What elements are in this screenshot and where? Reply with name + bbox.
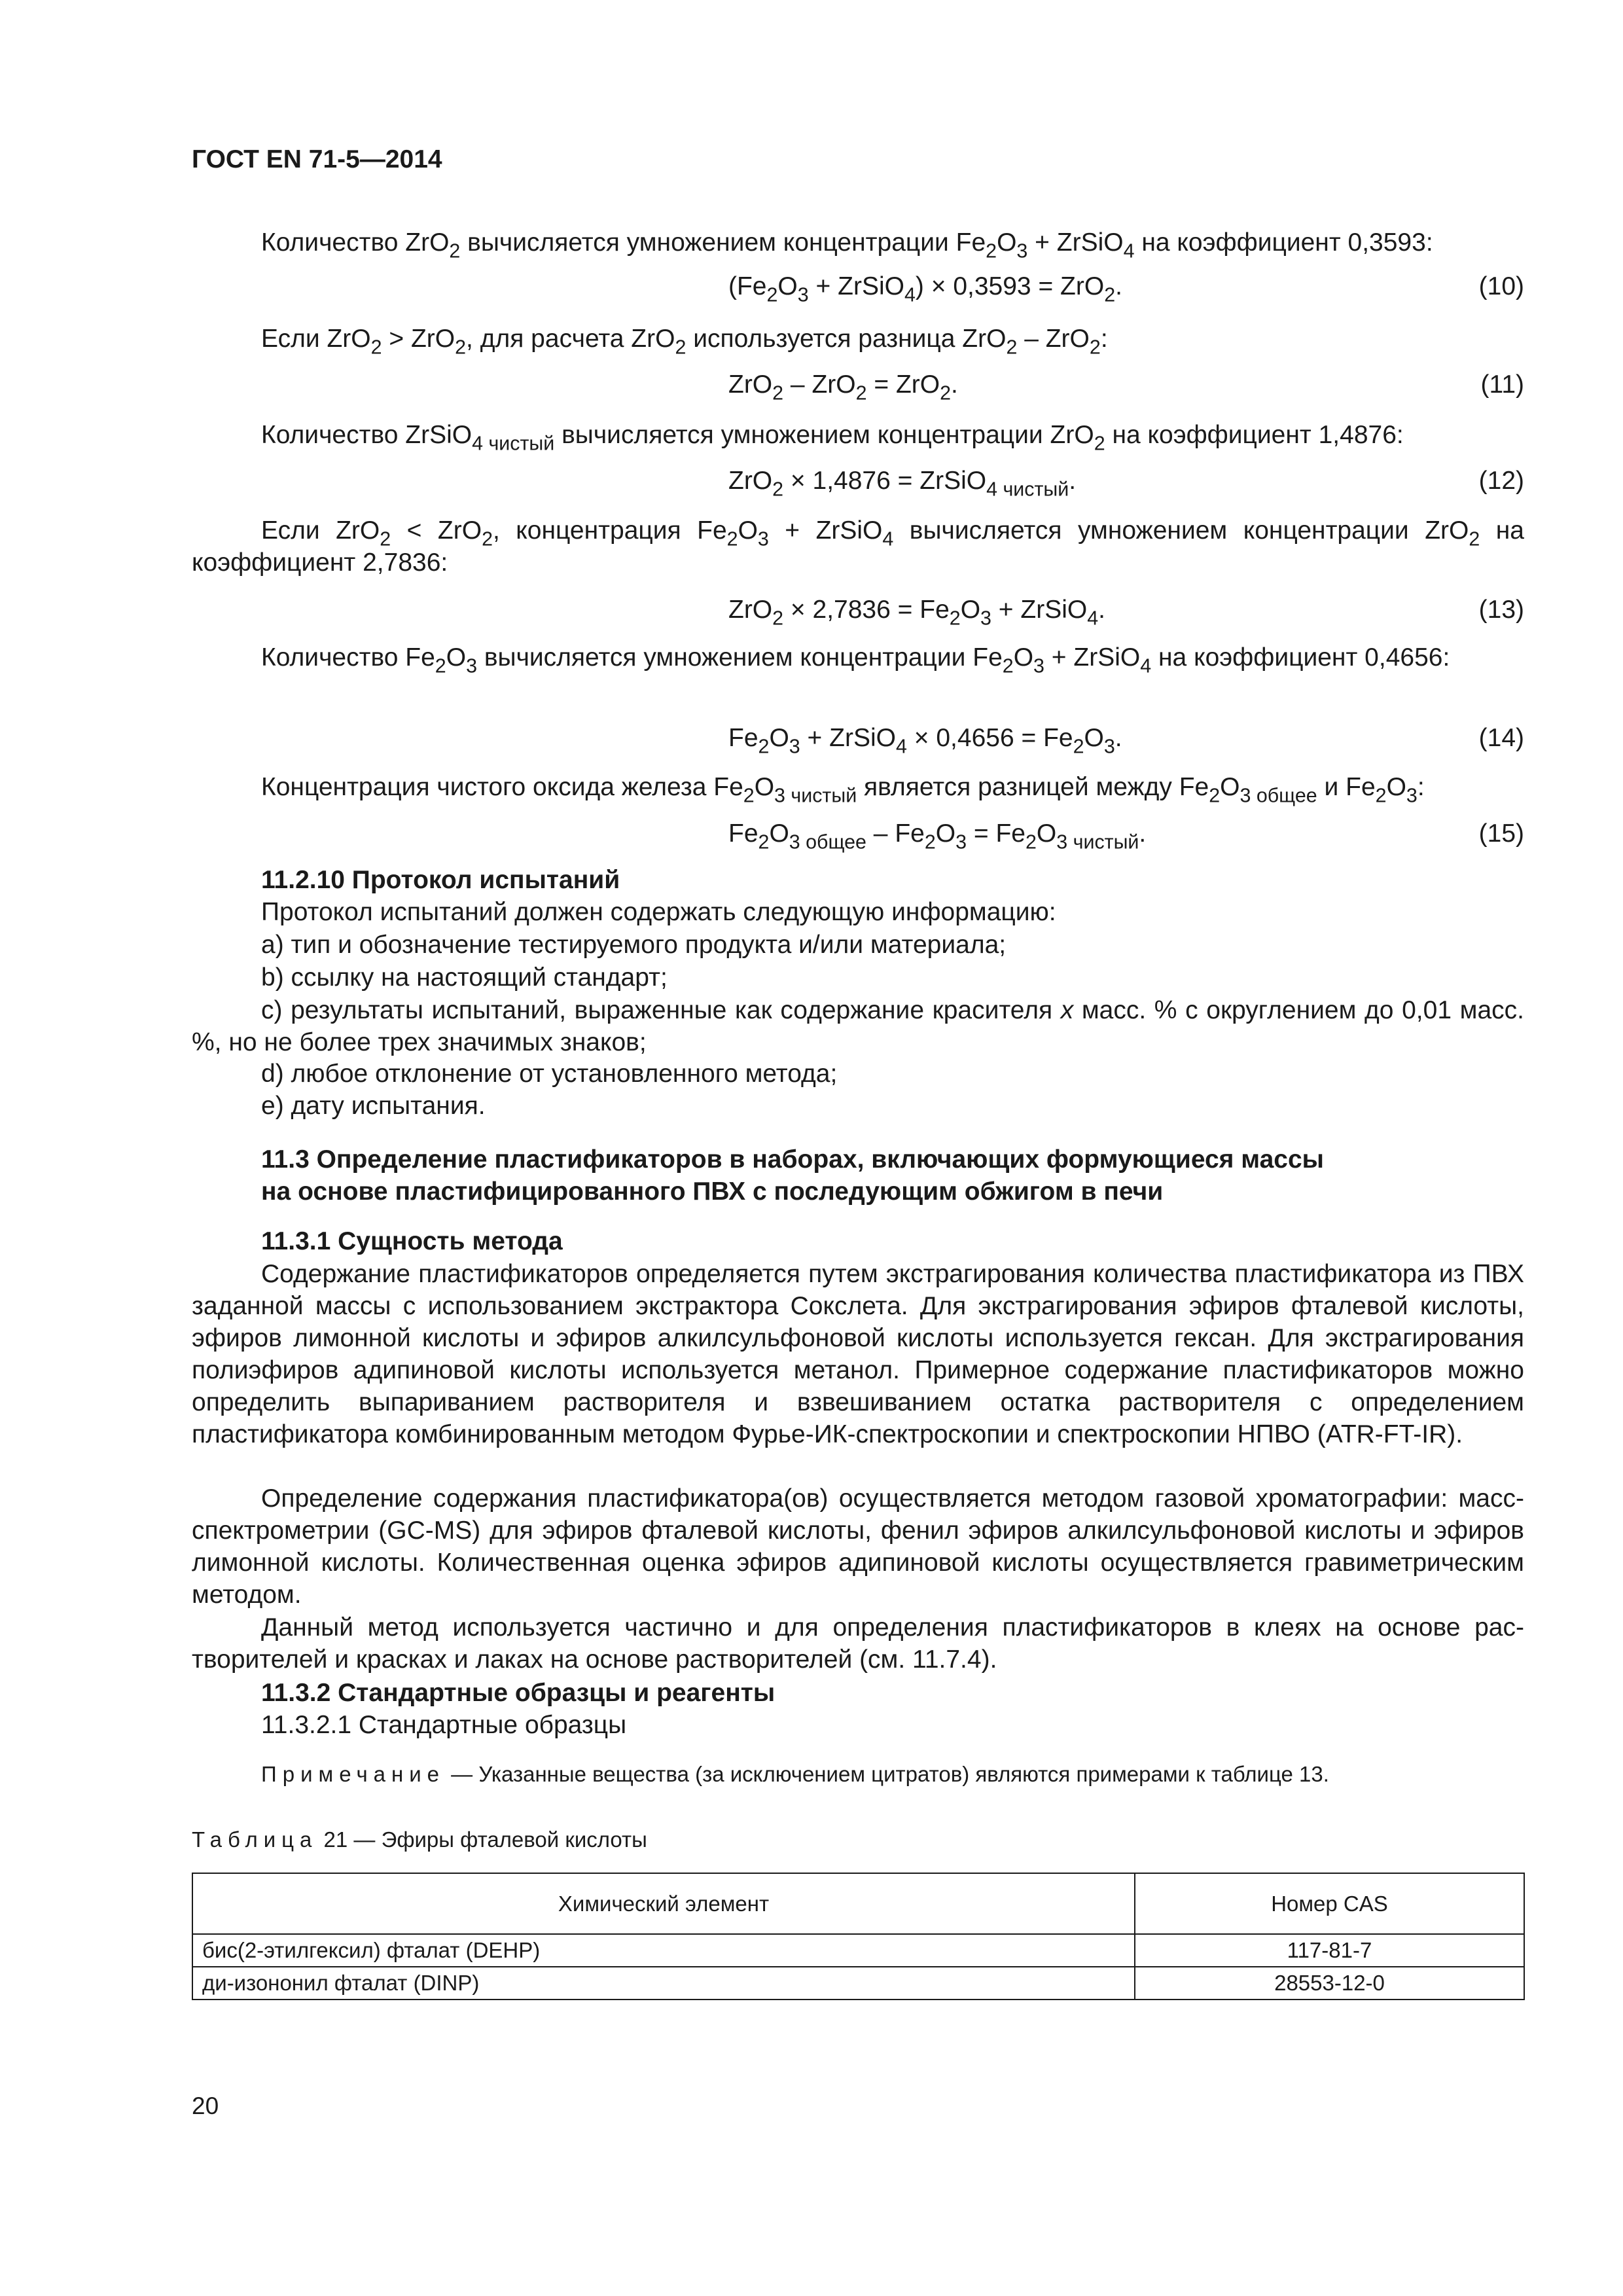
text-line-pure-iron-oxide: Концентрация чистого оксида железа $Fe_2O_{3 чистый}$ является разницей между $Fe_2O_{3 общее}$ и $Fe_2O_3$: [261, 773, 1425, 807]
paragraph-if-zro2-less: Если ZrO$_2$ < ZrO$_2$, концентрация $Fe_2O_3$ + ZrSiO$_4$ вычисляется умножением концентрации ZrO$_2$ на коэффициент 2,7836: [192, 516, 1524, 577]
formula-number: (13) [1478, 596, 1524, 624]
formula-number: (10) [1478, 272, 1524, 300]
protocol-item-a: a) тип и обозначение тестируемого продукта и/или материала; [261, 931, 1007, 959]
paragraph-method-use: Данный метод используется частично и для определения пластификаторов в клеях на основе растворителей и красках и лаках на основе растворителей (см. 11.7.4). [192, 1613, 1524, 1674]
formula-number: (11) [1480, 370, 1524, 399]
section-heading-11-3-line1: 11.3 Определение пластификаторов в наборах, включающих формующиеся массы [261, 1145, 1324, 1174]
note-text: — Указанные вещества (за исключением цитратов) являются примерами к таблице 13. [445, 1762, 1329, 1786]
formula-12: ZrO$_2$ × 1,4876 = ZrSiO$_{4 чистый}$. [728, 467, 1077, 501]
table-header-row [192, 1873, 1524, 1934]
protocol-item-c-part1: c) результаты испытаний, выраженные как содержание красителя [261, 996, 1061, 1024]
table-caption [192, 1824, 647, 1856]
table-row [192, 1967, 1524, 2000]
table-cell-substance: ди-изононил фталат (DINP) [192, 1967, 1135, 2000]
section-heading-11-3-line2: на основе пластифицированного ПВХ с последующим обжигом в печи [261, 1177, 1164, 1206]
formula-14: $Fe_2O_3$ + ZrSiO$_4$ × $0,4656 = Fe_2O_3$. [728, 724, 1122, 758]
formula-15: $Fe_2O_{3 общее} - Fe_2O_3 = Fe_2O_{3 чистый}$. [728, 819, 1147, 853]
protocol-item-c-part2: масс. % с округлением до 0,01 масс. %, но не более трех значимых знаков; [192, 996, 1524, 1056]
paragraph-method-essence: Содержание пластификаторов определяется путем экстрагирования количества пластификатора из ПВХ заданной массы с использованием экстрактора Сокслета. Для экстрагирования эфиров фталевой кислоты, эфиров лимонной кислоты и эфиров алкилсульфоновой кислоты используется гексан. Для экстрагирования полиэфиров адипиновой кислоты используется метанол. Примерное содержание пластификаторов можно определить выпариванием растворителя и взвешиванием остатка растворителя с определением пластификатора комбинированным методом Фурье-ИК-спектроскопии и спектроскопии НПВО (ATR-FT-IR). [192, 1260, 1524, 1448]
section-heading-11-2-10: 11.2.10 Протокол испытаний [261, 866, 620, 894]
section-heading-11-3-1: 11.3.1 Сущность метода [261, 1227, 563, 1255]
protocol-item-c [192, 994, 1524, 1058]
protocol-item-c-variable: x [1060, 996, 1074, 1024]
section-heading-11-3-2-1: 11.3.2.1 Стандартные образцы [261, 1711, 627, 1739]
formula-number: (15) [1478, 819, 1524, 848]
paragraph-fe2o3-quantity: Количество $Fe_2O_3$ вычисляется умножением концентрации $Fe_2O_3$ + ZrSiO$_4$ на коэффициент 0,4656: [261, 643, 1450, 677]
protocol-intro: Протокол испытаний должен содержать следующую информацию: [261, 898, 1056, 926]
table-row [192, 1934, 1524, 1967]
note [261, 1759, 1329, 1790]
formula-13: $ZrO_2 \times 2,7836 = Fe_2O_3$ + ZrSiO$_4$. [728, 596, 1106, 630]
protocol-item-d: d) любое отклонение от установленного метода; [261, 1060, 838, 1088]
table-header-cell: Химический элемент [192, 1873, 1135, 1934]
text-line-zrsio4-quantity: Количество ZrSiO$_{4 чистый}$ вычисляется умножением концентрации ZrO$_2$ на коэффициент 1,4876: [261, 421, 1404, 455]
formula-number: (12) [1478, 467, 1524, 495]
paragraph-determination: Определение содержания пластификатора(ов) осуществляется методом газовой хроматографии: масс-спектрометрии (GC-MS) для эфиров фталевой кислоты, фенил эфиров алкилсульфоновой кислоты и эфиров лимонной кислоты. Количественная оценка эфиров адипиновой кислоты осуществляется гравиметрическим методом. [192, 1484, 1524, 1609]
note-label: Примечание [261, 1762, 446, 1786]
text-line-zro2-quantity: Количество ZrO$_2$ вычисляется умножением концентрации $Fe_2O_3$ + ZrSiO$_4$ на коэффициент 0,3593: [261, 228, 1433, 262]
section-heading-11-3-2: 11.3.2 Стандартные образцы и реагенты [261, 1679, 776, 1707]
page-number: 20 [192, 2092, 219, 2119]
table-cell-cas: 28553-12-0 [1135, 1967, 1524, 2000]
phthalate-esters-table [192, 1873, 1525, 2000]
protocol-item-e: e) дату испытания. [261, 1092, 486, 1120]
protocol-item-b: b) ссылку на настоящий стандарт; [261, 963, 668, 992]
formula-11: ZrO$_2$ – ZrO$_2$ = ZrO$_2$. [728, 370, 958, 404]
formula-number: (14) [1478, 724, 1524, 752]
table-cell-cas: 117-81-7 [1135, 1934, 1524, 1967]
table-caption-text: 21 — Эфиры фталевой кислоты [317, 1827, 647, 1852]
table-cell-substance: бис(2-этилгексил) фталат (DEHP) [192, 1934, 1135, 1967]
standard-header: ГОСТ EN 71-5—2014 [192, 145, 442, 173]
table-caption-label: Таблица [192, 1827, 318, 1852]
text-line-if-zro2-greater: Если ZrO$_2$ > ZrO$_2$, для расчета ZrO$_2$ используется разница ZrO$_2$ – ZrO$_2$: [261, 325, 1108, 359]
formula-10: ($Fe_2O_3$ + ZrSiO$_4$) × 0,3593 = ZrO$_2$. [728, 272, 1122, 306]
table-header-cell: Номер CAS [1135, 1873, 1524, 1934]
